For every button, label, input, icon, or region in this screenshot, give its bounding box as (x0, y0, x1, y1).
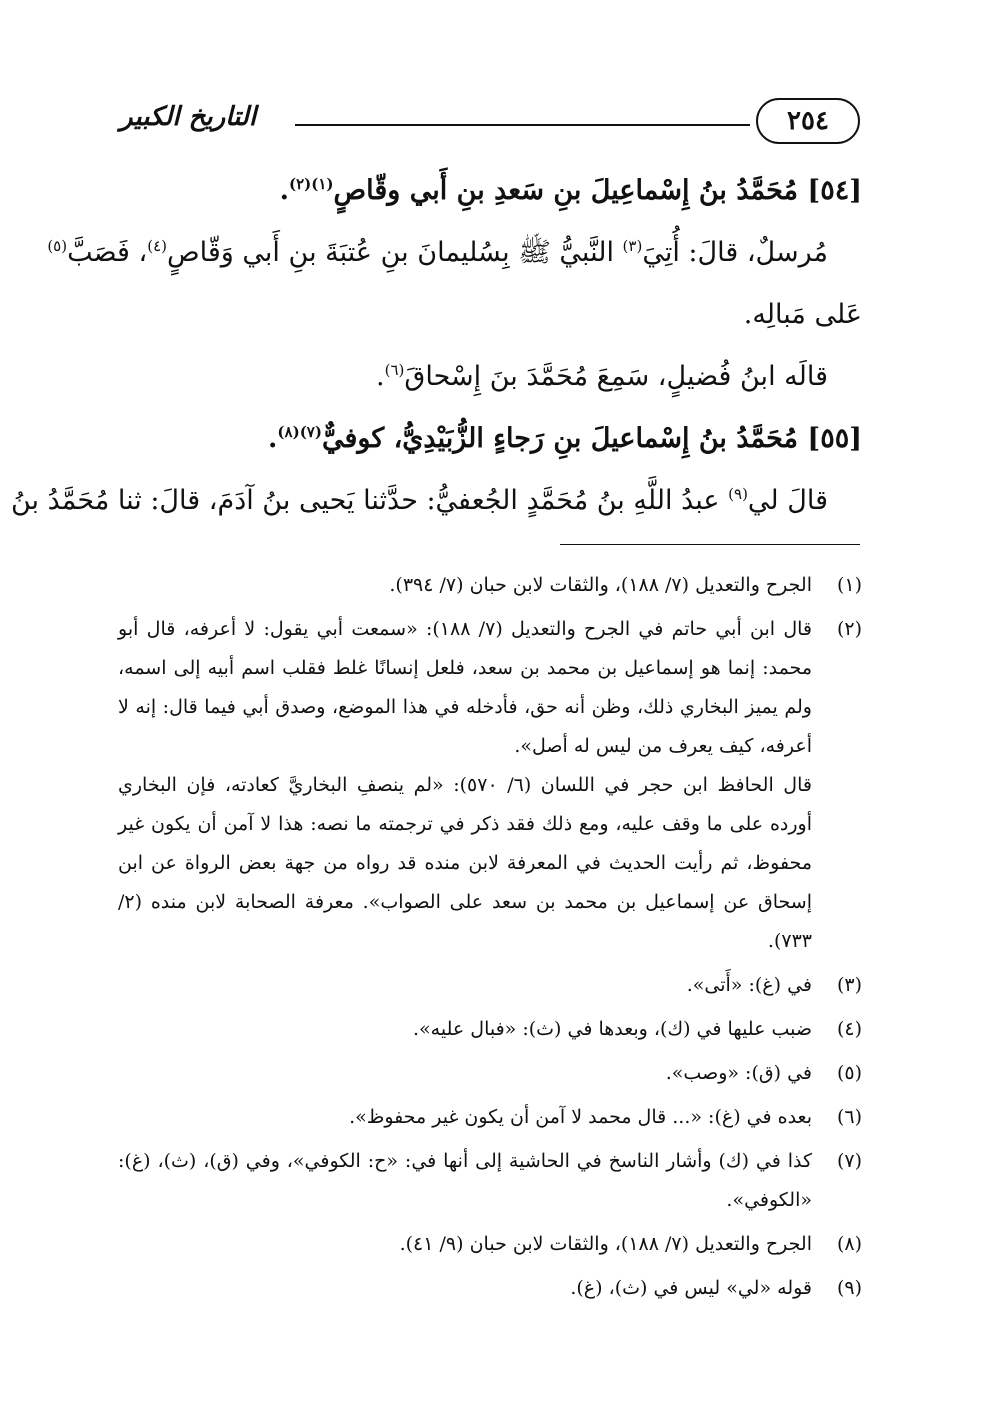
footnote-text (118, 566, 812, 605)
text-segment: عَلى مَبالِه. (743, 299, 862, 330)
footnote-text (118, 1225, 812, 1264)
footnote-text (118, 1142, 812, 1220)
footnote-number: (٢) (836, 618, 862, 640)
footnote-number: (٧) (836, 1150, 862, 1172)
entry-55-heading (118, 408, 862, 470)
footnote (118, 966, 862, 1005)
footnote-number: (٥) (836, 1062, 862, 1084)
footnote-number: (٤) (836, 1018, 862, 1040)
footnote-ref: (٧)(٨) (277, 423, 322, 441)
footnotes (118, 566, 862, 1313)
footnote-text (118, 1098, 812, 1137)
footnote-ref: (٦) (384, 361, 405, 379)
footnote (118, 1010, 862, 1049)
text-segment: مُرسلٌ، قالَ: أُتِيَ (642, 237, 828, 268)
entry-55-title: [٥٥] مُحَمَّدُ بنُ إِسْماعيلَ بنِ رَجاءٍ الزُّبَيْدِيُّ، كوفيٌّ (321, 423, 862, 454)
footnote (118, 1269, 862, 1308)
text-line-1 (47, 222, 862, 284)
page-number: ٢٥٤ (756, 98, 860, 144)
header-rule (295, 124, 750, 126)
footnote-paragraph: الجرح والتعديل (٧/ ١٨٨)، والثقات لابن حبان (٩/ ٤١). (399, 1233, 812, 1255)
page-header (120, 96, 860, 152)
footnote-number: (٦) (836, 1106, 862, 1128)
text-segment: النَّبيُّ ﷺ بِسُليمانَ بنِ عُتبَةَ بنِ أَبي وَقّاصٍ (167, 237, 623, 268)
entry-55-period: . (268, 423, 278, 454)
footnote-paragraph: ضبب عليها في (ك)، وبعدها في (ث): «فبال عليه». (413, 1018, 812, 1040)
footnote-paragraph: في (غ): «أَتى». (686, 974, 812, 996)
footnote-number: (٩) (836, 1277, 862, 1299)
footnote-separator (560, 544, 860, 545)
footnote (118, 1142, 862, 1220)
footnote-ref: (٤) (147, 237, 168, 255)
footnote-text (118, 966, 812, 1005)
footnote-number: (٨) (836, 1233, 862, 1255)
text-line-2 (118, 284, 862, 346)
text-segment: عبدُ اللَّهِ بنُ مُحَمَّدٍ الجُعفيُّ: حدَّثنا يَحيى بنُ آدَمَ، قالَ: ثنا مُحَمَّدُ بنُ (10, 485, 729, 516)
footnote-paragraph: قال الحافظ ابن حجر في اللسان (٦/ ٥٧٠): «لم ينصفِ البخاريَّ كعادته، فإن البخاري أورده على ما وقف عليه، ومع ذلك فقد ذكر في ترجمته ما نصه: هذا لا آمن أن يكون غير محفوظ، ثم رأيت الحديث في المعرفة لابن منده قد رواه من جهة بعض الرواة عن ابن إسحاق عن إسماعيل بن محمد بن سعد على الصواب». معرفة الصحابة لابن منده (٢/ ٧٣٣). (118, 774, 812, 952)
footnote-text (118, 1269, 812, 1308)
footnote-ref: (١)(٢) (288, 175, 334, 193)
footnote-ref: (٥) (47, 237, 68, 255)
text-segment: ، فَصَبَّ (67, 237, 148, 268)
text-segment: . (376, 361, 385, 392)
footnote-paragraph: الجرح والتعديل (٧/ ١٨٨)، والثقات لابن حبان (٧/ ٣٩٤). (389, 574, 812, 596)
footnote-text (118, 1054, 812, 1093)
footnote-paragraph: كذا في (ك) وأشار الناسخ في الحاشية إلى أنها في: «ح: الكوفي»، وفي (ق)، (ث)، (غ): «الكوفي». (118, 1150, 812, 1211)
footnote-text (118, 1010, 812, 1049)
footnote (118, 1054, 862, 1093)
footnote-text (118, 610, 812, 961)
text-line-3 (118, 346, 862, 408)
footnote (118, 566, 862, 605)
footnote-paragraph: في (ق): «وصب». (665, 1062, 812, 1084)
footnote-ref: (٣) (622, 237, 643, 255)
footnote-paragraph: قوله «لي» ليس في (ث)، (غ). (570, 1277, 812, 1299)
footnote (118, 1225, 862, 1264)
entry-54-period: . (279, 175, 289, 206)
text-segment: قالَه ابنُ فُضيلٍ، سَمِعَ مُحَمَّدَ بنَ إِسْحاقَ (404, 361, 828, 392)
footnote-number: (١) (836, 574, 862, 596)
text-line-4 (10, 470, 862, 532)
footnote-paragraph: قال ابن أبي حاتم في الجرح والتعديل (٧/ ١٨٨): «سمعت أبي يقول: لا أعرفه، قال أبو محمد: إنما هو إسماعيل بن محمد بن سعد، فلعل إنسانًا غلط فقلب اسم أبيه إلى اسمه، ولم يميز البخاري ذلك، وظن أنه حق، فأدخله في هذا الموضع، وصدق أبي فيما قال: إنه لا أعرفه، كيف يعرف من ليس له أصل». (118, 618, 812, 757)
running-title: التاريخ الكبير (120, 102, 257, 132)
footnote (118, 610, 862, 961)
footnote-paragraph: بعده في (غ): «... قال محمد لا آمن أن يكون غير محفوظ». (349, 1106, 812, 1128)
entry-54-title: [٥٤] مُحَمَّدُ بنُ إِسْماعِيلَ بنِ سَعدِ بنِ أَبي وقّاصٍ (333, 175, 862, 206)
footnote-number: (٣) (836, 974, 862, 996)
footnote (118, 1098, 862, 1137)
entry-54-heading (118, 160, 862, 222)
text-segment: قالَ لي (747, 485, 828, 516)
main-text (10, 160, 862, 532)
footnote-ref: (٩) (728, 485, 748, 503)
